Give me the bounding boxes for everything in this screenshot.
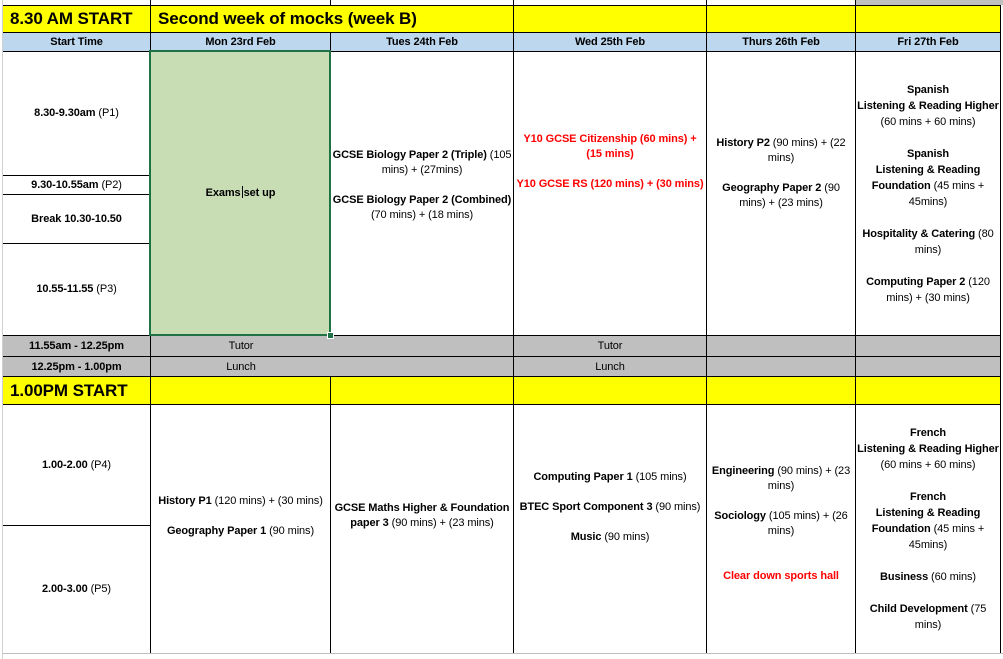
cell-yellow-pm-thurs[interactable] [706, 376, 855, 404]
row-bottom-sliver [0, 653, 1003, 659]
row-am-banner [0, 5, 1003, 32]
cell-fri-afternoon[interactable]: French Listening & Reading Higher (60 mins + 60 mins) French Listening & Reading Foundation (45 mins + 45mins) Business (60 mins) Child Development (75 mins) [855, 404, 1001, 653]
cell-tues-afternoon[interactable]: GCSE Maths Higher & Foundation paper 3 (90 mins) + (23 mins) [330, 404, 513, 653]
lunch-wed-label: Lunch [595, 360, 625, 373]
header-wed-label: Wed 25th Feb [574, 36, 646, 48]
header-mon[interactable] [150, 32, 330, 51]
cell-yellow-fri[interactable] [855, 5, 1001, 32]
block-afternoon [0, 404, 1003, 653]
am-start-label: 8.30 AM START [10, 9, 133, 28]
cell-yellow-pm-mon[interactable] [150, 376, 330, 404]
header-start-time[interactable] [2, 32, 150, 51]
cell-time-p2[interactable]: 9.30-10.55am (P2) [2, 175, 150, 194]
header-tues[interactable] [330, 32, 513, 51]
cell-wed-morning[interactable]: Y10 GCSE Citizenship (60 mins) + (15 mins) Y10 GCSE RS (120 mins) + (30 mins) [513, 51, 706, 335]
fill-handle[interactable] [327, 332, 334, 339]
cell-mon-morning[interactable]: Exams set up [150, 51, 330, 335]
am-start-banner[interactable] [2, 5, 150, 32]
header-thurs-label: Thurs 26th Feb [742, 36, 820, 48]
cell-time-lunch[interactable] [2, 356, 150, 376]
header-fri-label: Fri 27th Feb [897, 36, 959, 48]
week-title-banner[interactable] [150, 5, 513, 32]
cell-time-break[interactable]: Break 10.30-10.50 [2, 194, 150, 243]
cell-tutor-fri[interactable] [855, 335, 1001, 356]
cell-time-p4[interactable]: 1.00-2.00 (P4) [2, 404, 150, 525]
sheet-left-edge [0, 0, 3, 659]
lunch-mon-label: Lunch [226, 360, 256, 373]
pm-start-banner[interactable] [2, 376, 150, 404]
week-title-label: Second week of mocks (week B) [158, 9, 417, 28]
cell-lunch-wed[interactable] [513, 356, 706, 376]
row-tutor [0, 335, 1003, 356]
midday-label: 11.55am - 12.25pm [29, 340, 124, 352]
cell-mon-afternoon[interactable]: History P1 (120 mins) + (30 mins) Geography Paper 1 (90 mins) [150, 404, 330, 653]
cell-tues-morning[interactable]: GCSE Biology Paper 2 (Triple) (105 mins) + (27mins) GCSE Biology Paper 2 (Combined) (70 mins) + (18 mins) [330, 51, 513, 335]
header-fri[interactable] [855, 32, 1001, 51]
header-thurs[interactable] [706, 32, 855, 51]
cell-wed-afternoon[interactable]: Computing Paper 1 (105 mins) BTEC Sport Component 3 (90 mins) Music (90 mins) [513, 404, 706, 653]
cell-time-midday[interactable] [2, 335, 150, 356]
header-tues-label: Tues 24th Feb [386, 36, 458, 48]
cell-yellow-wed[interactable] [513, 5, 706, 32]
cell-lunch-mon-tues[interactable] [150, 356, 513, 376]
header-mon-label: Mon 23rd Feb [205, 36, 276, 48]
cell-yellow-pm-fri[interactable] [855, 376, 1001, 404]
cell-yellow-pm-tues[interactable] [330, 376, 513, 404]
block-morning [0, 51, 1003, 335]
cell-tutor-thurs[interactable] [706, 335, 855, 356]
cell-lunch-thurs[interactable] [706, 356, 855, 376]
pm-start-label: 1.00PM START [10, 380, 128, 400]
header-start-time-label: Start Time [50, 36, 103, 48]
cell-yellow-thurs[interactable] [706, 5, 855, 32]
cell-lunch-fri[interactable] [855, 356, 1001, 376]
cell-fri-morning[interactable]: Spanish Listening & Reading Higher (60 mins + 60 mins) Spanish Listening & Reading Foundation (45 mins + 45mins) Hospitality & Catering (80 mins) Computing Paper 2 (120 mins) + (30 mins) [855, 51, 1001, 335]
tutor-mon-label: Tutor [228, 340, 254, 352]
lunch-time-label: 12.25pm - 1.00pm [31, 360, 122, 373]
cell-thurs-morning[interactable]: History P2 (90 mins) + (22 mins) Geography Paper 2 (90 mins) + (23 mins) [706, 51, 855, 335]
cell-time-p5[interactable]: 2.00-3.00 (P5) [2, 525, 150, 653]
cell-thurs-afternoon[interactable]: Engineering (90 mins) + (23 mins) Sociology (105 mins) + (26 mins) Clear down sports hall [706, 404, 855, 653]
header-wed[interactable] [513, 32, 706, 51]
row-day-headers [0, 32, 1003, 51]
cell-tutor-wed[interactable] [513, 335, 706, 356]
cell-time-p1[interactable]: 8.30-9.30am (P1) [2, 51, 150, 175]
cell-time-p3[interactable]: 10.55-11.55 (P3) [2, 243, 150, 335]
row-lunch [0, 356, 1003, 376]
cell-yellow-pm-wed[interactable] [513, 376, 706, 404]
row-pm-banner [0, 376, 1003, 404]
tutor-wed-label: Tutor [597, 340, 623, 352]
